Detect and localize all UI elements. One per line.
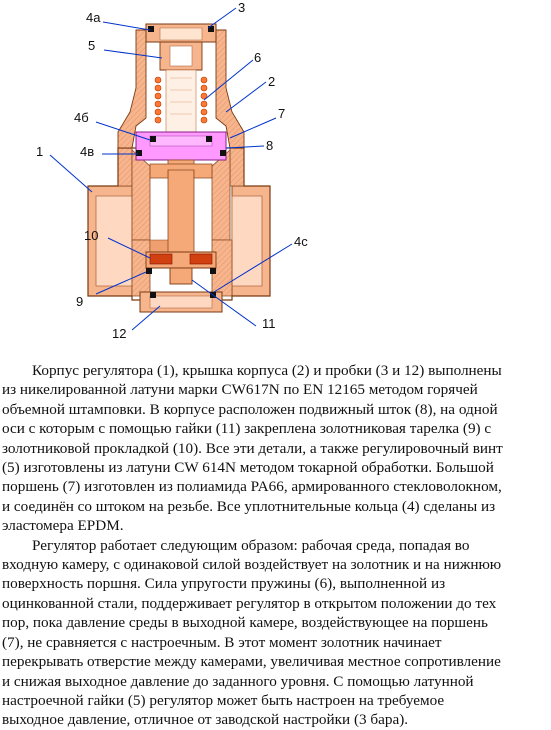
callout-11: 11 — [262, 316, 276, 331]
text-line: и снижая выходное давление до заданного уровня. С помощью латунной — [2, 672, 474, 690]
text-line: золотниковой прокладкой (10). Все эти детали, а также регулировочный винт — [2, 439, 503, 457]
description-text — [2, 361, 551, 730]
callout-8: 8 — [266, 138, 274, 153]
callout-4b: 4б — [74, 110, 89, 125]
text-line: пор, пока давление среды в выходной камере, воздействующее на поршень — [2, 614, 488, 632]
callout-10: 10 — [84, 228, 99, 243]
text-line: эластомера EPDM. — [2, 517, 124, 535]
text-line: Корпус регулятора (1), крышка корпуса (2) и пробки (3 и 12) выполнены — [32, 362, 502, 379]
text-line: объемной штамповки. В корпусе расположен подвижный шток (8), на одной — [2, 400, 498, 418]
text-line: выходное давление, отличное от заводской настройки (3 бара). — [2, 711, 409, 729]
callout-4c: 4с — [294, 234, 308, 249]
text-line: и соединён со штоком на резьбе. Все уплотнительные кольца (4) сделаны из — [2, 497, 496, 515]
callout-6: 6 — [254, 50, 262, 65]
text-line: (7), не сравняется с настроечным. В этот момент золотник начинает — [2, 633, 442, 651]
adjusting-nut — [160, 42, 202, 70]
text-line: (5) изготовлены из латуни CW 614N методом токарной обработки. Большой — [2, 459, 494, 477]
callout-4v: 4в — [80, 144, 95, 159]
text-line: настроечной гайки (5) регулятор может быть настроен на требуемое — [2, 691, 445, 709]
valve-disc — [146, 252, 216, 268]
callout-9: 9 — [76, 294, 84, 309]
callout-4a: 4а — [86, 10, 101, 25]
text-line: Регулятор работает следующим образом: рабочая среда, попадая во — [32, 536, 470, 554]
spring-guide — [166, 70, 196, 132]
text-line: поверхность поршня. Сила упругости пружины (6), выполненной из — [2, 575, 446, 593]
text-line: из никелированной латуни марки CW617N по EN 12165 методом горячей — [2, 381, 478, 399]
text-line: перекрывать отверстие между камерами, увеличивая местное сопротивление — [2, 653, 501, 671]
regulator-cross-section-diagram — [0, 0, 551, 352]
callout-5: 5 — [88, 38, 96, 53]
callout-1: 1 — [36, 144, 44, 159]
callout-12: 12 — [112, 326, 127, 341]
text-line: входную камеру, с одинаковой силой воздействует на золотник и на нижнюю — [2, 556, 502, 574]
text-line: оси с которым с помощью гайки (11) закреплена золотниковая тарелка (9) с — [2, 420, 492, 438]
callout-2: 2 — [268, 74, 276, 89]
lock-nut — [170, 268, 192, 284]
piston — [136, 132, 226, 160]
callout-3: 3 — [238, 0, 246, 15]
callout-7: 7 — [278, 106, 286, 121]
text-line: поршень (7) изготовлен из полиамида PA66, армированного стекловолокном, — [2, 478, 502, 496]
text-line: оцинкованной стали, поддерживает регулятор в открытом положении до тех — [2, 594, 497, 612]
